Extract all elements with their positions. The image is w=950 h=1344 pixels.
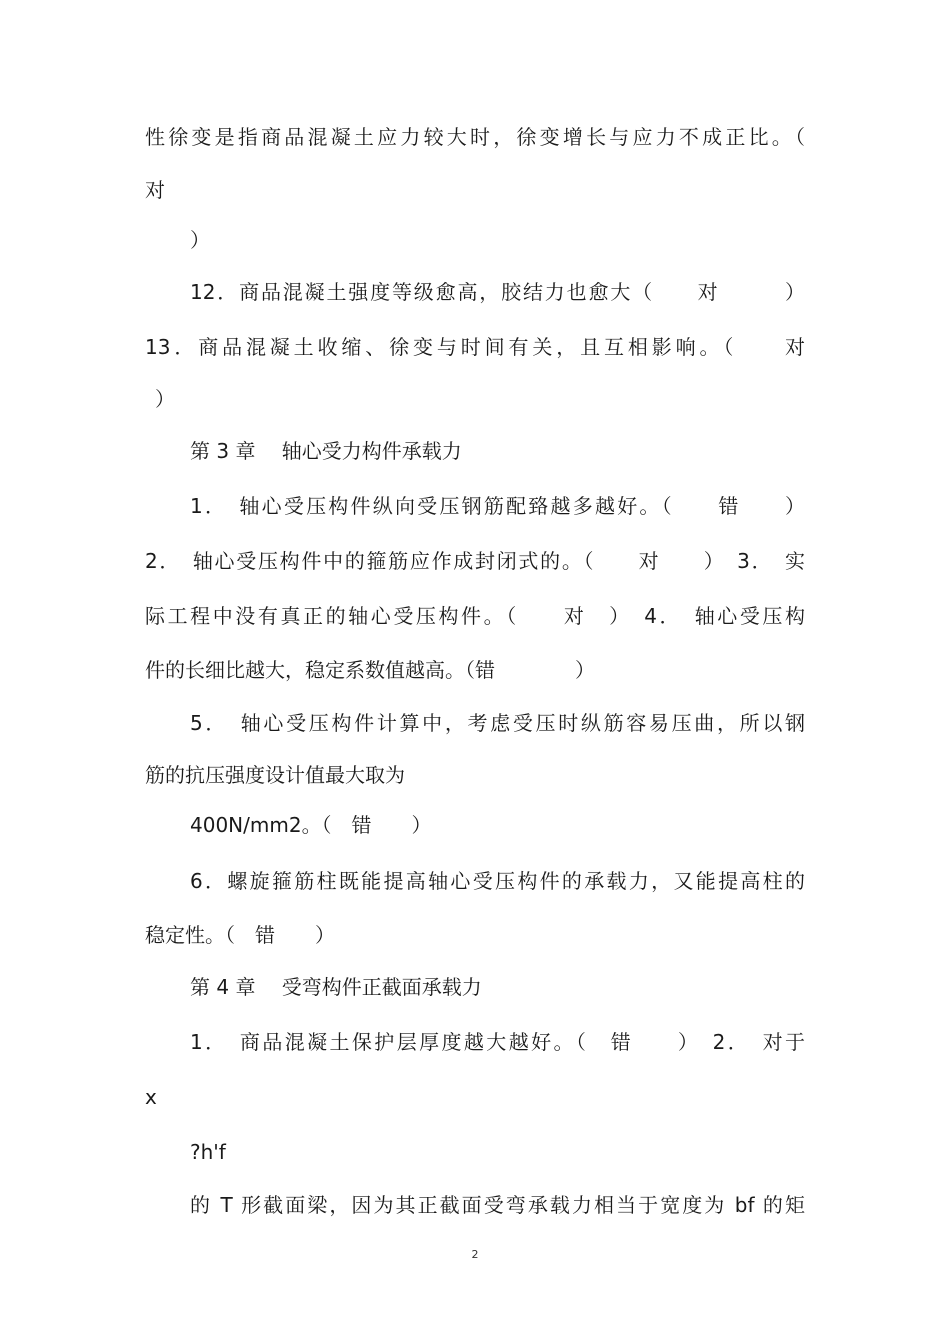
text-line: 对	[145, 178, 165, 202]
text-line: 400N/mm2。（ 错 ）	[190, 813, 432, 837]
text-line: 6．螺旋箍筋柱既能提高轴心受压构件的承载力，又能提高柱的	[190, 869, 805, 893]
text-line: 12．商品混凝土强度等级愈高，胶结力也愈大（ 对 ）	[190, 280, 805, 304]
text-line: 2． 轴心受压构件中的箍筋应作成封闭式的。（ 对 ） 3． 实	[145, 549, 805, 573]
chapter-heading: 第 4 章 受弯构件正截面承载力	[190, 975, 482, 999]
text-line: ）	[190, 228, 210, 252]
text-line: 际工程中没有真正的轴心受压构件。（ 对 ） 4． 轴心受压构	[145, 604, 805, 628]
text-line: x	[145, 1085, 157, 1109]
text-line: 性徐变是指商品混凝土应力较大时，徐变增长与应力不成正比。（	[145, 125, 805, 149]
text-line: 5． 轴心受压构件计算中，考虑受压时纵筋容易压曲，所以钢	[190, 711, 805, 735]
text-line: 1． 轴心受压构件纵向受压钢筋配臵越多越好。（ 错 ）	[190, 494, 805, 518]
text-line: ）	[155, 387, 175, 411]
text-line: 筋的抗压强度设计值最大取为	[145, 763, 405, 787]
text-line: 稳定性。（ 错 ）	[145, 923, 335, 947]
text-line: 13．商品混凝土收缩、徐变与时间有关，且互相影响。（ 对	[145, 335, 805, 359]
chapter-heading: 第 3 章 轴心受力构件承载力	[190, 439, 462, 463]
text-line: 件的长细比越大，稳定系数值越高。（错 ）	[145, 658, 595, 682]
text-line: ?h'f	[190, 1140, 226, 1164]
page-number: 2	[471, 1248, 479, 1261]
text-line: 的 T 形截面梁，因为其正截面受弯承载力相当于宽度为 bf 的矩	[190, 1193, 805, 1217]
text-line: 1． 商品混凝土保护层厚度越大越好。（ 错 ） 2． 对于	[190, 1030, 805, 1054]
